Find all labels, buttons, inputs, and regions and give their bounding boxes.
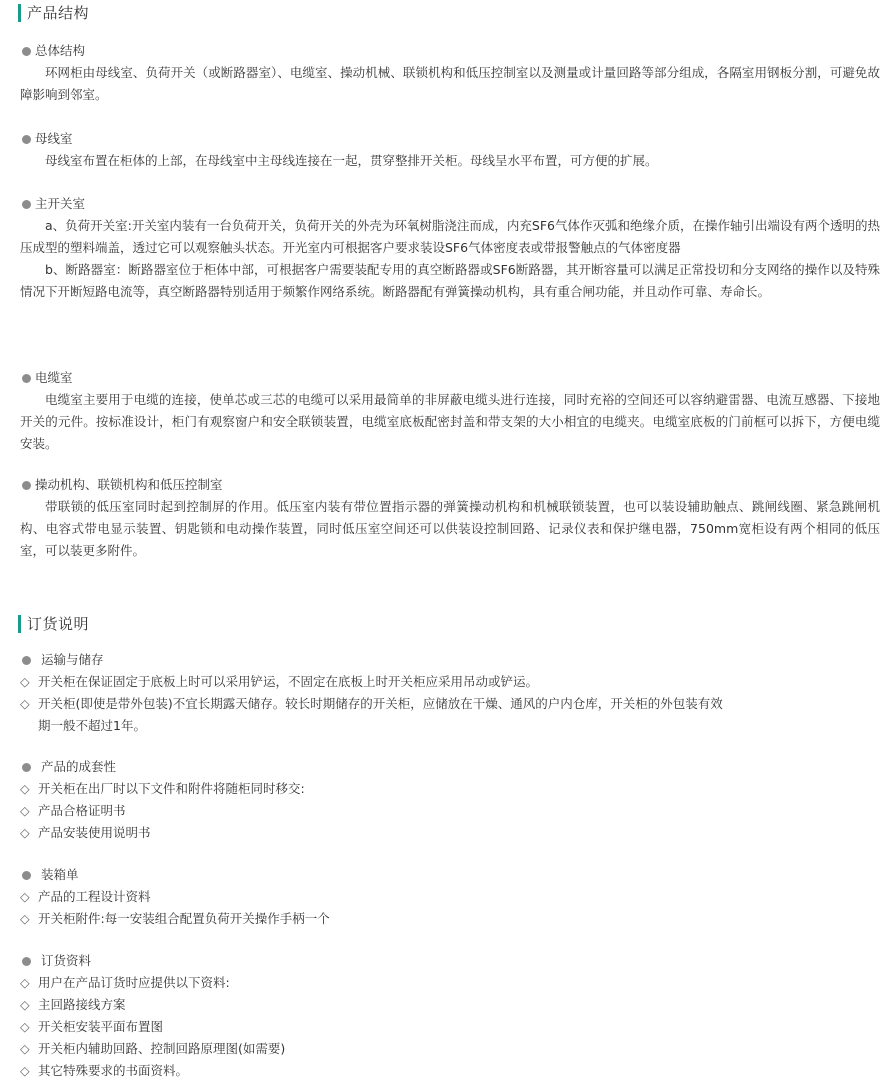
list-item (20, 908, 880, 930)
diamond-bullet-icon: ◇ (20, 997, 30, 1012)
list-item (20, 1016, 880, 1038)
list-item (20, 1038, 880, 1060)
diamond-bullet-icon: ◇ (20, 975, 30, 990)
section-accent-bar (18, 615, 21, 633)
diamond-bullet-icon: ◇ (20, 1063, 30, 1078)
block-heading (20, 367, 880, 389)
list-item-text: 开关柜(即使是带外包装)不宜长期露天储存。较长时期储存的开关柜，应储放在干燥、通风的户内仓库，开关柜的外包装有效 (38, 696, 723, 711)
section-header-structure (18, 2, 89, 24)
heading-text: 产品的成套性 (41, 759, 117, 774)
list-item-text: 产品合格证明书 (38, 803, 126, 818)
group-heading (20, 864, 880, 886)
structure-block-cable (20, 367, 880, 455)
bullet-icon (22, 135, 31, 144)
bullet-icon (22, 47, 31, 56)
diamond-bullet-icon: ◇ (20, 696, 30, 711)
bullet-icon (22, 656, 31, 665)
list-item (20, 693, 880, 715)
list-item-text: 开关柜安装平面布置图 (38, 1019, 164, 1034)
diamond-bullet-icon: ◇ (20, 674, 30, 689)
section-title: 产品结构 (27, 4, 90, 22)
ordering-group-transport (20, 649, 880, 737)
section-title: 订货说明 (27, 615, 90, 633)
group-heading (20, 649, 880, 671)
list-item-text: 开关柜附件:每一安装组合配置负荷开关操作手柄一个 (38, 911, 330, 926)
heading-text: 操动机构、联锁机构和低压控制室 (35, 477, 223, 492)
block-heading (20, 40, 880, 62)
group-heading (20, 756, 880, 778)
heading-text: 订货资料 (41, 953, 92, 968)
bullet-icon (22, 200, 31, 209)
heading-text: 运输与储存 (41, 652, 104, 667)
bullet-icon (22, 871, 31, 880)
list-item (20, 778, 880, 800)
heading-text: 母线室 (35, 131, 73, 146)
list-item (20, 886, 880, 908)
structure-block-busbar (20, 128, 880, 172)
bullet-icon (22, 763, 31, 772)
diamond-bullet-icon: ◇ (20, 1019, 30, 1034)
list-item-text: 开关柜在保证固定于底板上时可以采用铲运，不固定在底板上时开关柜应采用吊动或铲运。 (38, 674, 539, 689)
diamond-bullet-icon: ◇ (20, 911, 30, 926)
group-heading (20, 950, 880, 972)
structure-block-overall (20, 40, 880, 106)
heading-text: 装箱单 (41, 867, 79, 882)
list-item-text: 产品的工程设计资料 (38, 889, 151, 904)
ordering-group-order-info (20, 950, 880, 1082)
list-item (20, 972, 880, 994)
diamond-bullet-icon: ◇ (20, 889, 30, 904)
ordering-group-packing (20, 864, 880, 930)
paragraph: 母线室布置在柜体的上部，在母线室中主母线连接在一起，贯穿整排开关柜。母线呈水平布置，可方便的扩展。 (45, 153, 658, 168)
paragraph: 环网柜由母线室、负荷开关（或断路器室）、电缆室、操动机械、联锁机构和低压控制室以及测量或计量回路等部分组成，各隔室用钢板分割，可避免故障影响到邻室。 (20, 65, 880, 102)
heading-text: 电缆室 (35, 370, 73, 385)
list-item-text: 用户在产品订货时应提供以下资料: (38, 975, 230, 990)
list-item-continuation: 期一般不超过1年。 (38, 718, 146, 733)
diamond-bullet-icon: ◇ (20, 825, 30, 840)
heading-text: 总体结构 (35, 43, 86, 58)
paragraph: 电缆室主要用于电缆的连接，使单芯或三芯的电缆可以采用最简单的非屏蔽电缆头进行连接，同时充裕的空间还可以容纳避雷器、电流互感器、下接地开关的元件。按标准设计，柜门有观察窗户和安全联锁装置，电缆室底板配密封盖和带支架的大小相宜的电缆夹。电缆室底板的门前框可以拆下，方便电缆安装。 (20, 392, 880, 451)
list-item (20, 822, 880, 844)
list-item-text: 开关柜内辅助回路、控制回路原理图(如需要) (38, 1041, 286, 1056)
list-item-text: 产品安装使用说明书 (38, 825, 151, 840)
list-item (20, 1060, 880, 1082)
diamond-bullet-icon: ◇ (20, 1041, 30, 1056)
diamond-bullet-icon: ◇ (20, 781, 30, 796)
diamond-bullet-icon: ◇ (20, 803, 30, 818)
section-header-ordering (18, 613, 89, 635)
list-item-text: 开关柜在出厂时以下文件和附件将随柜同时移交: (38, 781, 305, 796)
heading-text: 主开关室 (35, 196, 86, 211)
bullet-icon (22, 957, 31, 966)
ordering-group-completeness (20, 756, 880, 844)
block-heading (20, 193, 880, 215)
paragraph: 带联锁的低压室同时起到控制屏的作用。低压室内装有带位置指示器的弹簧操动机构和机械联锁装置，也可以装设辅助触点、跳闸线圈、紧急跳闸机构、电容式带电显示装置、钥匙锁和电动操作装置，同时低压室空间还可以供装设控制回路、记录仪表和保护继电器，750mm宽柜设有两个相同的低压室，可以装更多附件。 (20, 499, 880, 558)
structure-block-mechanism (20, 474, 880, 562)
bullet-icon (22, 481, 31, 490)
list-item-text: 其它特殊要求的书面资料。 (38, 1063, 189, 1078)
list-item (20, 994, 880, 1016)
block-heading (20, 128, 880, 150)
list-item-text: 主回路接线方案 (38, 997, 126, 1012)
paragraph: b、断路器室：断路器室位于柜体中部，可根据客户需要装配专用的真空断路器或SF6断路器，其开断容量可以满足正常投切和分支网络的操作以及特殊情况下开断短路电流等，真空断路器特别适用于频繁作网络系统。断路器配有弹簧操动机构，具有重合闸功能，并且动作可靠、寿命长。 (20, 262, 880, 299)
block-heading (20, 474, 880, 496)
list-item (20, 671, 880, 693)
section-accent-bar (18, 4, 21, 22)
structure-block-main-switch (20, 193, 880, 303)
paragraph: a、负荷开关室:开关室内装有一台负荷开关，负荷开关的外壳为环氧树脂浇注而成，内充SF6气体作灭弧和绝缘介质，在操作轴引出端设有两个透明的热压成型的塑料端盖，透过它可以观察触头状态。开光室内可根据客户要求装设SF6气体密度表或带报警触点的气体密度器 (20, 218, 880, 255)
bullet-icon (22, 374, 31, 383)
list-item (20, 800, 880, 822)
